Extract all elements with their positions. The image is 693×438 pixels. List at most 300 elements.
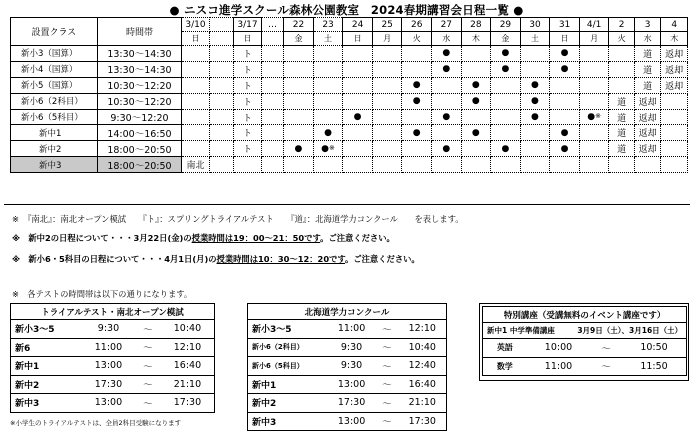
test-marker: ト	[243, 81, 253, 92]
schedule-cell	[182, 61, 210, 77]
end-time: 12:10	[399, 320, 447, 339]
schedule-cell	[661, 157, 688, 173]
date-cell: 31	[550, 18, 580, 32]
test-marker: 返却	[638, 145, 657, 156]
time-slot: 13:30～14:30	[97, 61, 182, 77]
test-marker: 返却	[638, 113, 657, 124]
schedule-cell	[182, 109, 210, 125]
schedule-row	[11, 93, 688, 109]
class-day-marker: ●	[560, 127, 569, 138]
class-day-marker: ●	[531, 112, 539, 122]
schedule-cell	[520, 125, 550, 141]
date-cell: 3	[634, 18, 661, 32]
schedule-cell	[313, 141, 343, 157]
schedule-cell	[461, 125, 491, 141]
weekday-cell: 火	[402, 32, 432, 46]
schedule-cell	[609, 93, 634, 109]
class-name: 新小3～5	[248, 320, 328, 339]
note-prefix: ※	[12, 254, 29, 264]
weekday-cell: 日	[343, 32, 373, 46]
schedule-cell	[284, 157, 314, 173]
class-day-marker: ●	[412, 96, 421, 107]
schedule-cell	[209, 157, 233, 173]
table-row	[248, 394, 447, 413]
table-row	[248, 357, 447, 376]
schedule-cell	[209, 109, 233, 125]
test-marker: 道	[617, 113, 627, 124]
schedule-row	[11, 141, 688, 157]
schedule-cell	[520, 61, 550, 77]
schedule-cell	[234, 46, 262, 62]
schedule-cell	[609, 125, 634, 141]
schedule-table	[10, 17, 688, 173]
schedule-cell	[461, 93, 491, 109]
test-marker: 道	[643, 49, 653, 60]
schedule-cell	[520, 157, 550, 173]
schedule-row	[11, 157, 688, 173]
start-time: 13:00	[328, 375, 375, 394]
schedule-cell	[182, 141, 210, 157]
schedule-cell	[432, 109, 462, 125]
weekday-cell: 木	[661, 32, 688, 46]
class-name: 新小6（5科目）	[248, 357, 328, 376]
test-marker: ト	[243, 145, 253, 156]
schedule-cell	[634, 157, 661, 173]
schedule-cell	[634, 61, 661, 77]
date-cell: 3/10	[182, 18, 210, 32]
test-marker: 道	[617, 97, 627, 108]
schedule-cell	[313, 93, 343, 109]
schedule-cell	[402, 109, 432, 125]
table-row	[11, 320, 215, 339]
schedule-cell	[182, 157, 210, 173]
table-row	[11, 394, 215, 413]
schedule-cell	[550, 157, 580, 173]
class-day-marker: ●	[412, 127, 421, 138]
schedule-cell	[661, 77, 688, 93]
schedule-cell	[182, 77, 210, 93]
test-marker: 道	[617, 129, 627, 140]
date-cell: 2	[609, 18, 634, 32]
range-tilde: ～	[135, 320, 161, 339]
weekday-cell: 日	[234, 32, 262, 46]
class-name: 新中3	[11, 157, 98, 173]
schedule-cell	[661, 141, 688, 157]
schedule-cell	[579, 141, 609, 157]
schedule-cell	[432, 46, 462, 62]
test-marker: ト	[243, 65, 253, 76]
schedule-cell	[234, 157, 262, 173]
schedule-cell	[402, 93, 432, 109]
schedule-cell	[209, 141, 233, 157]
header-class: 設置クラス	[11, 18, 98, 46]
legend-note: ※ 『南北』：南北オープン模試 『ト』：スプリングトライアルテスト 『道』：北海道学力コンクール を表します。	[12, 214, 464, 224]
note-prefix: ※	[12, 233, 29, 243]
schedule-cell	[634, 46, 661, 62]
range-tilde: ～	[590, 357, 622, 376]
schedule-cell	[234, 61, 262, 77]
schedule-cell	[372, 93, 402, 109]
start-time: 13:00	[82, 394, 135, 413]
schedule-cell	[432, 93, 462, 109]
range-tilde: ～	[375, 320, 398, 339]
schedule-cell	[261, 77, 283, 93]
schedule-cell	[520, 46, 550, 62]
schedule-cell	[550, 109, 580, 125]
time-slot: 10:30～12:20	[97, 77, 182, 93]
start-time: 11:00	[527, 357, 591, 376]
schedule-cell	[343, 61, 373, 77]
schedule-cell	[209, 61, 233, 77]
range-tilde: ～	[135, 394, 161, 413]
class-day-marker: ●	[471, 96, 480, 107]
schedule-cell	[432, 125, 462, 141]
class-name: 新小4（国算）	[11, 61, 98, 77]
test-marker: ト	[243, 113, 253, 124]
date-cell: …	[261, 18, 283, 32]
schedule-cell	[284, 93, 314, 109]
class-day-marker: ●	[353, 112, 362, 122]
schedule-cell	[432, 157, 462, 173]
schedule-cell	[343, 93, 373, 109]
page-title: ● ニスコ進学スクール森林公園教室 2024春期講習会日程一覧 ●	[169, 3, 524, 17]
schedule-cell	[661, 125, 688, 141]
schedule-cell	[313, 109, 343, 125]
schedule-cell	[661, 61, 688, 77]
schedule-cell	[609, 109, 634, 125]
note-asterisk-icon: ※	[329, 143, 335, 152]
test-marker: 道	[643, 81, 653, 92]
test-marker: 返却	[638, 97, 657, 108]
hokkaido-test-table	[247, 303, 447, 431]
schedule-cell	[313, 77, 343, 93]
schedule-cell	[372, 157, 402, 173]
class-name: 新中3	[248, 412, 328, 431]
time-slot: 9:30～12:20	[97, 109, 182, 125]
class-name: 新中1	[11, 125, 98, 141]
schedule-cell	[284, 46, 314, 62]
schedule-cell	[661, 93, 688, 109]
course-dates: 新中1 中学準備講座 3月9日（土）、3月16日（土）	[483, 323, 687, 339]
end-time: 12:40	[399, 357, 447, 376]
date-cell: 30	[520, 18, 550, 32]
date-cell: 29	[491, 18, 521, 32]
schedule-cell	[432, 77, 462, 93]
schedule-cell	[261, 46, 283, 62]
schedule-cell	[372, 46, 402, 62]
schedule-cell	[313, 46, 343, 62]
test-marker: ト	[243, 129, 253, 140]
schedule-cell	[579, 109, 609, 125]
table-header	[483, 307, 687, 323]
schedule-cell	[343, 141, 373, 157]
class-name: 数学	[483, 357, 527, 376]
schedule-row	[11, 77, 688, 93]
date-cell	[209, 18, 233, 32]
date-cell: 28	[461, 18, 491, 32]
range-tilde: ～	[375, 338, 398, 357]
class-name: 新中1	[248, 375, 328, 394]
schedule-cell	[520, 109, 550, 125]
weekday-cell: 日	[550, 32, 580, 46]
class-day-marker: ●	[531, 96, 539, 107]
schedule-cell	[182, 125, 210, 141]
schedule-cell	[579, 157, 609, 173]
range-tilde: ～	[590, 339, 622, 358]
class-name: 新中2	[11, 375, 83, 394]
class-day-marker: ●	[412, 80, 421, 91]
weekday-cell	[261, 32, 283, 46]
weekday-cell: 月	[372, 32, 402, 46]
table-row	[248, 375, 447, 394]
schedule-cell	[491, 77, 521, 93]
note-text: 新中2の日程について・・・3月22日(金)の	[28, 233, 192, 243]
class-name: 新小5（国算）	[11, 77, 98, 93]
note-highlight: 授業時間は10：30～12：20です	[216, 254, 346, 264]
date-cell: 24	[343, 18, 373, 32]
class-day-marker: ●	[442, 143, 451, 154]
class-name: 新中2	[11, 141, 98, 157]
note-text: 。ご注意ください。	[345, 254, 420, 264]
class-day-marker: ●	[501, 64, 510, 75]
start-time: 17:30	[82, 375, 135, 394]
schedule-cell	[634, 93, 661, 109]
class-day-marker: ●	[442, 48, 451, 59]
weekday-cell: 土	[313, 32, 343, 46]
end-time: 17:30	[399, 412, 447, 431]
schedule-cell	[550, 46, 580, 62]
class-day-marker: ●	[471, 127, 480, 138]
schedule-cell	[402, 125, 432, 141]
time-slot: 18:00～20:50	[97, 141, 182, 157]
schedule-cell	[609, 157, 634, 173]
date-cell: 22	[284, 18, 314, 32]
date-cell: 3/17	[234, 18, 262, 32]
schedule-cell	[491, 157, 521, 173]
schedule-cell	[520, 93, 550, 109]
schedule-cell	[234, 77, 262, 93]
special-course-table	[482, 306, 687, 376]
class-day-marker: ●	[442, 64, 451, 75]
schedule-cell	[661, 109, 688, 125]
class-day-marker: ●	[587, 112, 596, 122]
note-asterisk-icon: ※	[595, 112, 601, 120]
weekday-cell: 土	[520, 32, 550, 46]
schedule-cell	[261, 109, 283, 125]
schedule-cell	[520, 77, 550, 93]
end-time: 10:40	[399, 338, 447, 357]
class-day-marker: ●	[560, 143, 569, 154]
schedule-cell	[609, 77, 634, 93]
schedule-cell	[634, 125, 661, 141]
weekday-cell	[209, 32, 233, 46]
schedule-cell	[402, 157, 432, 173]
schedule-cell	[343, 157, 373, 173]
class-name: 新小3～5	[11, 320, 83, 339]
schedule-cell	[343, 46, 373, 62]
schedule-cell	[461, 77, 491, 93]
table-row	[248, 320, 447, 339]
schedule-cell	[261, 125, 283, 141]
schedule-cell	[432, 141, 462, 157]
date-cell: 25	[372, 18, 402, 32]
schedule-cell	[579, 125, 609, 141]
schedule-cell	[550, 77, 580, 93]
schedule-cell	[234, 109, 262, 125]
trial-test-table	[10, 303, 215, 413]
schedule-cell	[372, 125, 402, 141]
weekday-cell: 水	[432, 32, 462, 46]
time-slot: 14:00～16:50	[97, 125, 182, 141]
note-sho6	[12, 253, 420, 265]
schedule-cell	[461, 61, 491, 77]
schedule-cell	[182, 93, 210, 109]
schedule-cell	[550, 61, 580, 77]
test-marker: 道	[617, 145, 627, 156]
schedule-cell	[550, 141, 580, 157]
schedule-cell	[432, 61, 462, 77]
schedule-cell	[550, 125, 580, 141]
schedule-cell	[609, 61, 634, 77]
schedule-cell	[284, 77, 314, 93]
note-text: 。ご注意ください。	[320, 233, 395, 243]
schedule-cell	[491, 125, 521, 141]
end-time: 17:30	[161, 394, 215, 413]
range-tilde: ～	[135, 357, 161, 376]
schedule-cell	[461, 109, 491, 125]
class-day-marker: ●	[560, 48, 569, 59]
table-title: 特別講座（受講無料のイベント講座です）	[483, 307, 687, 323]
test-marker: 返却	[638, 129, 657, 140]
schedule-cell	[634, 109, 661, 125]
schedule-cell	[343, 109, 373, 125]
schedule-cell	[634, 77, 661, 93]
start-time: 17:30	[328, 394, 375, 413]
schedule-cell	[609, 46, 634, 62]
weekday-cell: 日	[182, 32, 210, 46]
schedule-cell	[284, 61, 314, 77]
class-day-marker: ●	[531, 80, 539, 91]
schedule-cell	[372, 61, 402, 77]
test-marker: 南北	[186, 161, 205, 172]
schedule-cell	[372, 77, 402, 93]
schedule-cell	[372, 141, 402, 157]
schedule-cell	[579, 93, 609, 109]
table-subheader	[483, 323, 687, 339]
test-marker: ト	[243, 97, 253, 108]
class-day-marker: ●	[294, 143, 303, 154]
schedule-row	[11, 125, 688, 141]
footnote: ※小学生のトライアルテストは、全員2科目受験になります	[10, 419, 182, 427]
class-name: 新小3（国算）	[11, 46, 98, 62]
schedule-row	[11, 46, 688, 62]
end-time: 16:40	[161, 357, 215, 376]
schedule-cell	[402, 61, 432, 77]
class-day-marker: ●	[560, 64, 569, 75]
schedule-cell	[461, 157, 491, 173]
end-time: 21:10	[161, 375, 215, 394]
schedule-cell	[182, 46, 210, 62]
table-header	[248, 304, 447, 320]
class-name: 英語	[483, 339, 527, 358]
time-slot: 13:30～14:30	[97, 46, 182, 62]
test-marker: 返却	[665, 49, 684, 60]
table-row	[483, 357, 687, 376]
date-cell: 4/1	[579, 18, 609, 32]
schedule-cell	[491, 141, 521, 157]
schedule-cell	[343, 77, 373, 93]
test-marker: ト	[243, 49, 253, 60]
note-text: 新小6・5科目の日程について・・・4月1日(月)の	[28, 254, 217, 264]
schedule-cell	[550, 93, 580, 109]
date-cell: 27	[432, 18, 462, 32]
schedule-cell	[461, 141, 491, 157]
note-highlight: 授業時間は19：00～21：50です	[191, 233, 321, 243]
tests-intro: ※ 各テストの時間帯は以下の通りになります。	[12, 289, 193, 299]
schedule-cell	[209, 77, 233, 93]
range-tilde: ～	[375, 394, 398, 413]
section-divider	[4, 204, 690, 205]
class-name: 新小6（5科目）	[11, 109, 98, 125]
table-row	[483, 339, 687, 358]
test-marker: 返却	[665, 81, 684, 92]
schedule-cell	[579, 77, 609, 93]
class-name: 新6	[11, 338, 83, 357]
start-time: 9:30	[328, 338, 375, 357]
end-time: 12:10	[161, 338, 215, 357]
schedule-cell	[491, 46, 521, 62]
weekday-cell: 木	[461, 32, 491, 46]
date-cell: 26	[402, 18, 432, 32]
schedule-cell	[609, 141, 634, 157]
table-row	[248, 338, 447, 357]
schedule-cell	[579, 46, 609, 62]
schedule-cell	[491, 109, 521, 125]
schedule-cell	[261, 93, 283, 109]
schedule-cell	[284, 141, 314, 157]
end-time: 21:10	[399, 394, 447, 413]
table-title: 北海道学力コンクール	[248, 304, 447, 320]
table-row	[11, 338, 215, 357]
time-slot: 10:30～12:20	[97, 93, 182, 109]
schedule-cell	[402, 141, 432, 157]
header-time: 時間帯	[97, 18, 182, 46]
start-time: 13:00	[328, 412, 375, 431]
schedule-cell	[261, 141, 283, 157]
table-header	[11, 304, 215, 320]
schedule-cell	[661, 46, 688, 62]
schedule-cell	[234, 125, 262, 141]
range-tilde: ～	[375, 357, 398, 376]
schedule-cell	[461, 46, 491, 62]
schedule-cell	[313, 61, 343, 77]
schedule-cell	[343, 125, 373, 141]
schedule-cell	[491, 61, 521, 77]
table-row	[11, 357, 215, 376]
weekday-cell: 月	[579, 32, 609, 46]
class-day-marker: ●	[442, 112, 451, 122]
schedule-cell	[234, 141, 262, 157]
range-tilde: ～	[375, 412, 398, 431]
schedule-header-dates	[11, 18, 688, 32]
schedule-row	[11, 109, 688, 125]
end-time: 11:50	[622, 357, 687, 376]
schedule-cell	[491, 93, 521, 109]
class-name: 新小6（2科目）	[11, 93, 98, 109]
schedule-cell	[234, 93, 262, 109]
date-cell: 23	[313, 18, 343, 32]
schedule-cell	[209, 125, 233, 141]
